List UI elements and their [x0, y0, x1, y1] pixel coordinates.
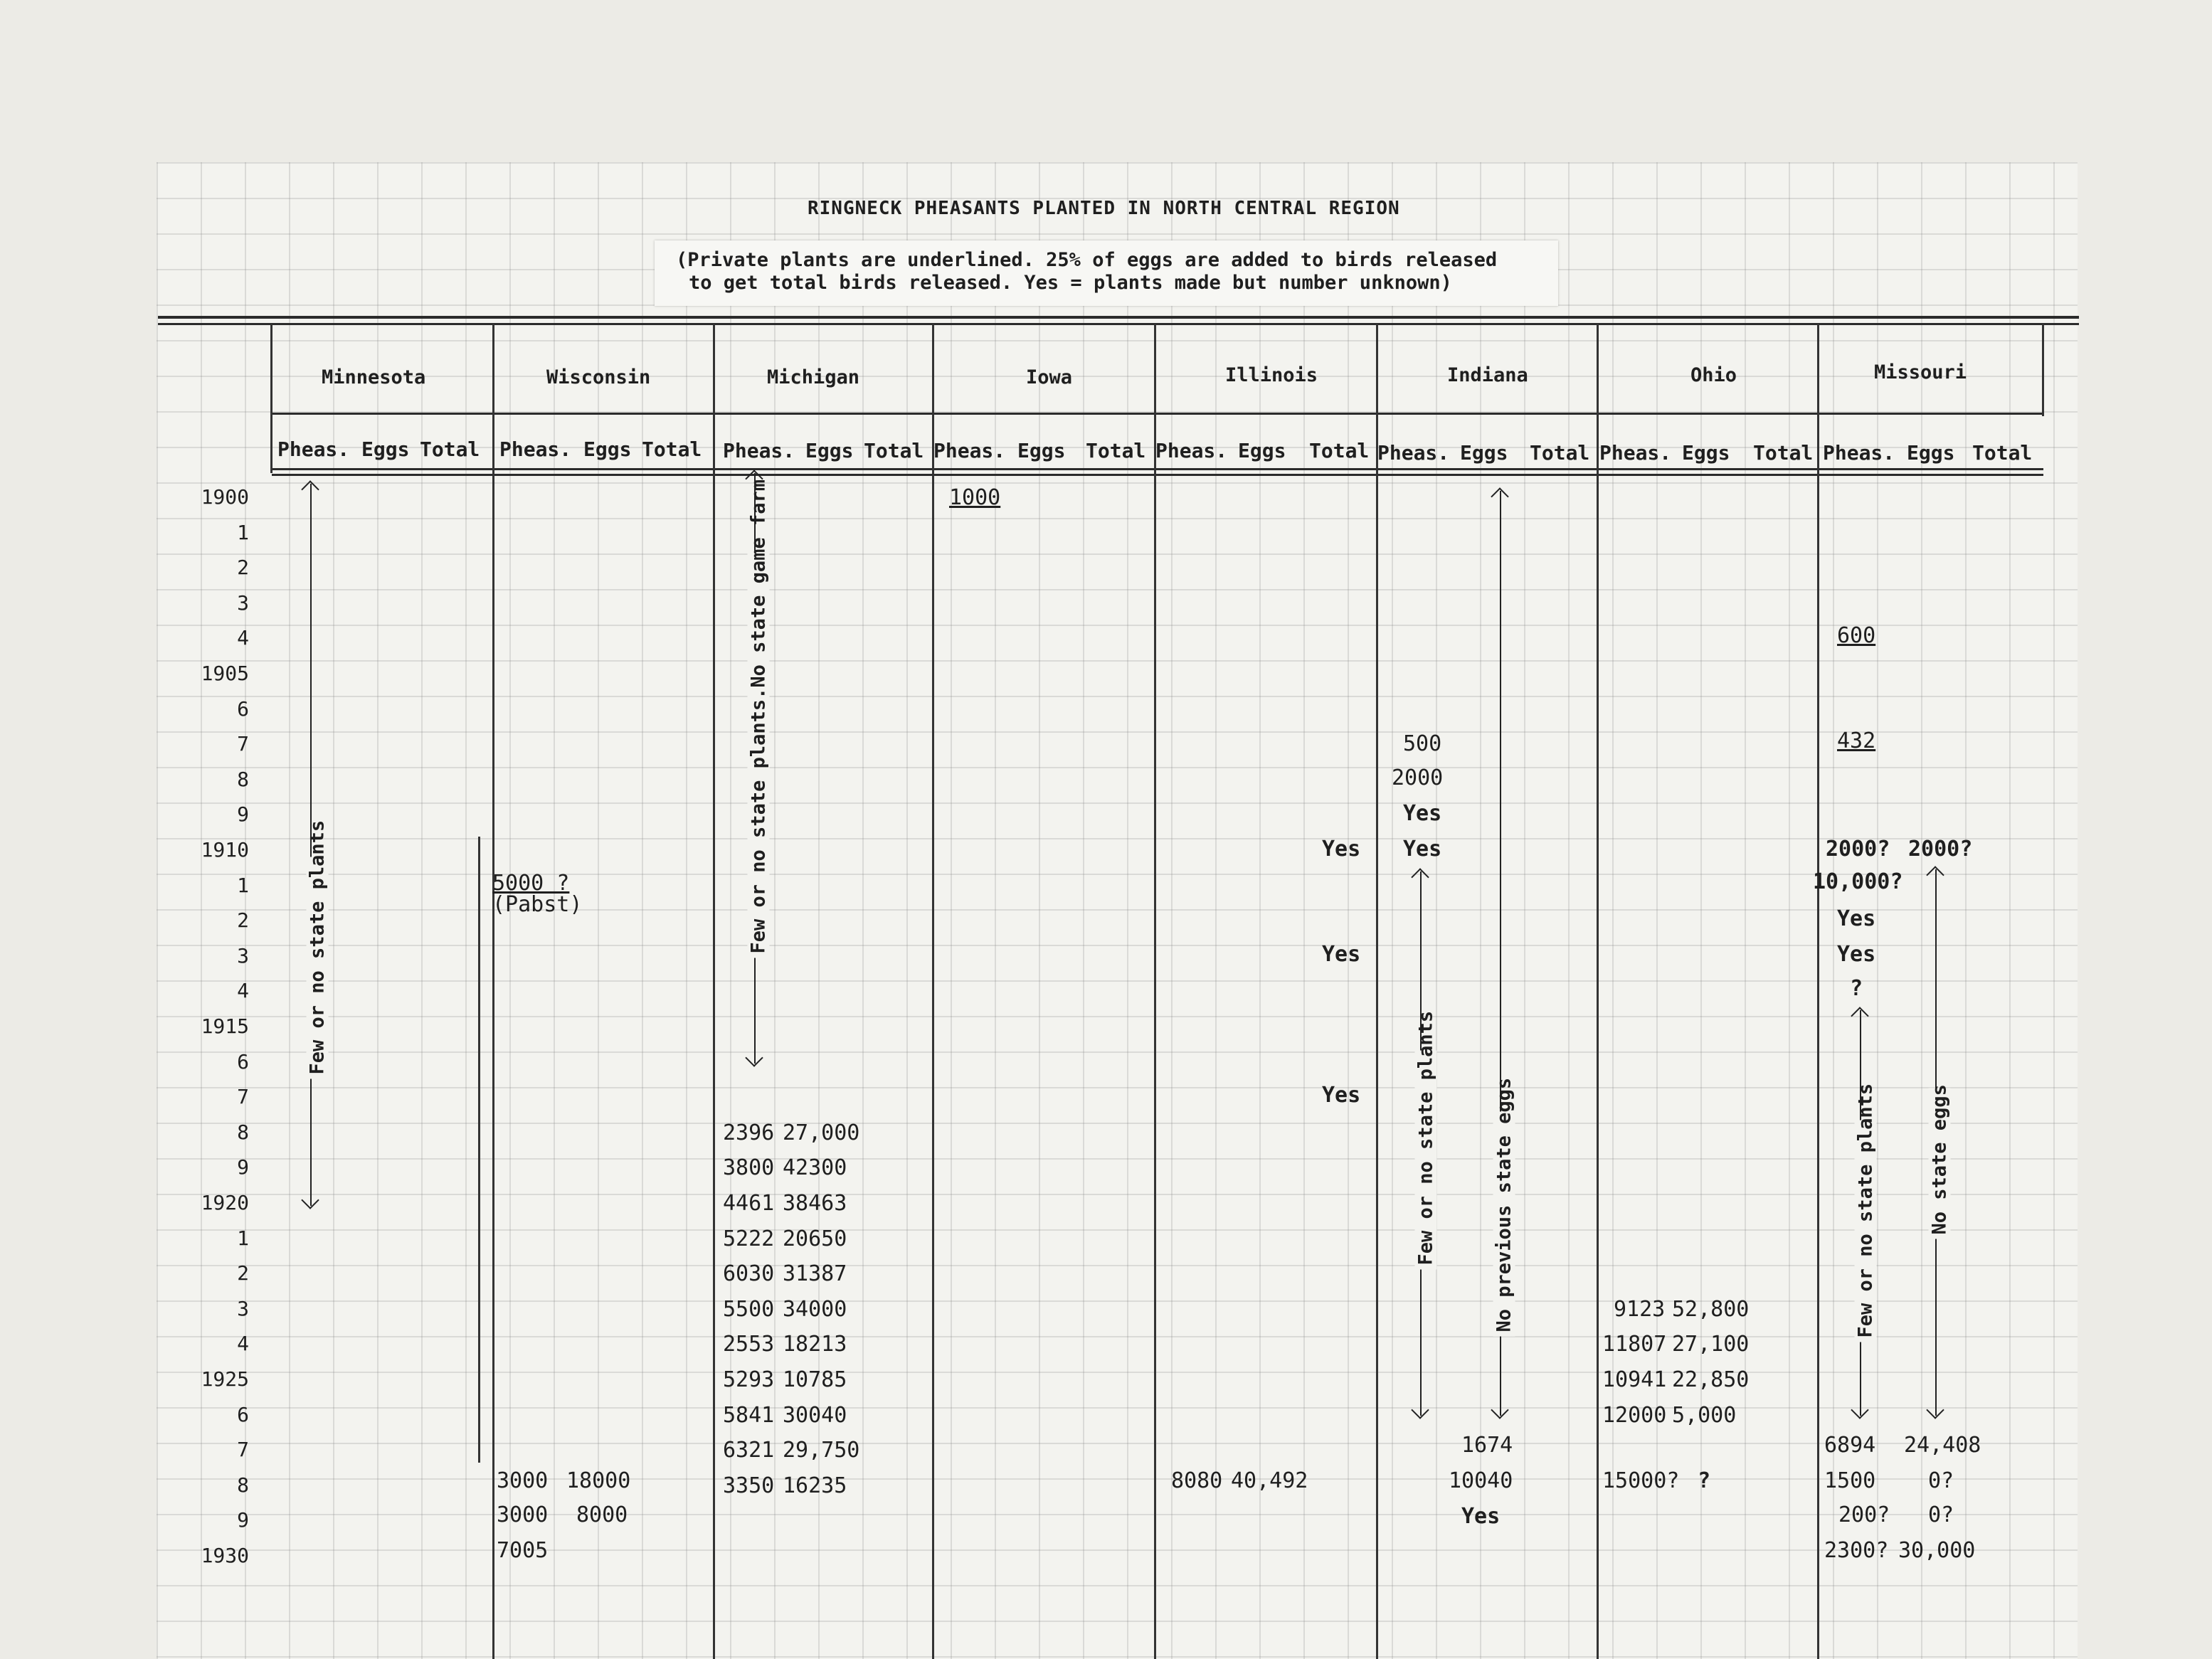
year-label: 4 [237, 979, 249, 1002]
year-label: 1905 [201, 662, 249, 685]
michigan-pheas-value: 3800 [723, 1155, 775, 1180]
col-sep [932, 324, 934, 1659]
subheader-eggs: Eggs [1460, 441, 1508, 465]
missouri-1930-pheas: 2300? [1824, 1538, 1889, 1563]
indiana-plants-annotation: Few or no state plants [1415, 1051, 1437, 1270]
ohio-pheas-value: 9123 [1614, 1297, 1666, 1322]
year-label: 6 [237, 697, 249, 721]
ohio-pheas-value: 12000 [1602, 1403, 1667, 1428]
col-sep [1154, 324, 1156, 1659]
missouri-1911-value: 10,000? [1813, 869, 1903, 894]
missouri-1927-pheas: 6894 [1824, 1433, 1876, 1458]
michigan-pheas-value: 3350 [723, 1473, 775, 1498]
subheader-rule-2 [272, 474, 2043, 476]
illinois-1928-pheas: 8080 [1171, 1468, 1223, 1493]
year-label: 1910 [201, 838, 249, 862]
indiana-1910-value: Yes [1403, 837, 1442, 862]
missouri-1928-eggs: 0? [1928, 1468, 1954, 1493]
state-header-indiana: Indiana [1447, 364, 1528, 386]
col-sep [1817, 324, 1819, 1659]
subheader-total: Total [1753, 441, 1814, 465]
col-sep [1376, 324, 1378, 1659]
subheader-total: Total [642, 438, 702, 461]
michigan-annotation: Few or no state plants.No state game farm [748, 551, 770, 958]
michigan-eggs-value: 30040 [783, 1403, 847, 1428]
state-header-ohio: Ohio [1690, 364, 1737, 386]
michigan-eggs-value: 20650 [783, 1226, 847, 1251]
subheader-eggs: Eggs [1238, 439, 1286, 462]
michigan-pheas-value: 5222 [723, 1226, 775, 1251]
ohio-eggs-value: 27,100 [1672, 1332, 1750, 1357]
michigan-pheas-value: 5293 [723, 1367, 775, 1392]
michigan-eggs-value: 29,750 [783, 1438, 860, 1463]
subheader-pheas: Pheas. [1155, 439, 1228, 462]
col-sep [2042, 324, 2044, 416]
year-label: 1920 [201, 1191, 249, 1214]
year-label: 9 [237, 1508, 249, 1532]
michigan-pheas-value: 6030 [723, 1261, 775, 1286]
year-label: 3 [237, 1297, 249, 1320]
subheader-pheas: Pheas. [723, 439, 795, 462]
col-sep [270, 324, 272, 473]
iowa-1900-value: 1000 [949, 485, 1001, 510]
missouri-1927-eggs: 24,408 [1904, 1433, 1981, 1458]
year-label: 8 [237, 1120, 249, 1144]
top-double-rule-2 [158, 323, 2079, 325]
top-double-rule [158, 316, 2079, 319]
col-sep [713, 324, 715, 1659]
ohio-1928-pheas: 15000? [1602, 1468, 1680, 1493]
year-label: 8 [237, 1473, 249, 1497]
indiana-1928-value: 10040 [1449, 1468, 1513, 1493]
subheader-total: Total [1086, 439, 1146, 462]
missouri-1913-value: Yes [1837, 942, 1876, 967]
year-label: 3 [237, 591, 249, 615]
ohio-pheas-value: 10941 [1602, 1367, 1667, 1392]
wisconsin-brace [478, 837, 480, 1463]
year-label: 7 [237, 1085, 249, 1108]
year-label: 9 [237, 802, 249, 826]
michigan-eggs-value: 16235 [783, 1473, 847, 1498]
year-label: 1 [237, 874, 249, 897]
year-label: 4 [237, 1332, 249, 1355]
indiana-eggs-annotation: No previous state eggs [1493, 1112, 1515, 1337]
ohio-pheas-value: 11807 [1602, 1332, 1667, 1357]
indiana-1908-value: 2000 [1392, 765, 1444, 790]
state-header-michigan: Michigan [767, 366, 860, 388]
page-title: RINGNECK PHEASANTS PLANTED IN NORTH CENTRAL REGION [808, 198, 1400, 219]
ohio-eggs-value: 5,000 [1672, 1403, 1737, 1428]
missouri-1929-eggs: 0? [1928, 1502, 1954, 1527]
indiana-1907-value: 500 [1403, 731, 1442, 756]
subheader-eggs: Eggs [805, 439, 854, 462]
subheader-rule [272, 468, 2043, 470]
indiana-1927-value: 1674 [1461, 1433, 1513, 1458]
wisconsin-1929-pheas: 3000 [497, 1502, 549, 1527]
state-header-minnesota: Minnesota [322, 366, 426, 388]
year-label: 1 [237, 1226, 249, 1250]
michigan-eggs-value: 10785 [783, 1367, 847, 1392]
note-line-1: (Private plants are underlined. 25% of eggs are added to birds released [676, 249, 1498, 271]
indiana-1909-value: Yes [1403, 801, 1442, 826]
missouri-1929-pheas: 200? [1838, 1502, 1890, 1527]
missouri-1930-eggs: 30,000 [1898, 1538, 1976, 1563]
missouri-1912-value: Yes [1837, 906, 1876, 931]
state-header-missouri: Missouri [1874, 361, 1967, 383]
missouri-plants-annotation: Few or no state plants [1855, 1120, 1877, 1342]
subheader-pheas: Pheas. [933, 439, 1006, 462]
subheader-total: Total [1972, 441, 2033, 465]
year-label: 6 [237, 1050, 249, 1074]
missouri-1910-eggs: 2000? [1908, 837, 1973, 862]
year-label: 2 [237, 1261, 249, 1285]
missouri-1904-value: 600 [1837, 623, 1876, 648]
michigan-pheas-value: 2396 [723, 1120, 775, 1145]
indiana-1929-value: Yes [1461, 1504, 1501, 1529]
wisconsin-1928-eggs: 18000 [566, 1468, 631, 1493]
year-label: 2 [237, 556, 249, 579]
year-label: 9 [237, 1155, 249, 1179]
state-header-illinois: Illinois [1225, 364, 1318, 386]
michigan-eggs-value: 18213 [783, 1332, 847, 1357]
col-sep [1597, 324, 1599, 1659]
wisconsin-1930-pheas: 7005 [497, 1538, 549, 1563]
illinois-1910-value: Yes [1322, 837, 1361, 862]
subheader-pheas: Pheas. [1377, 441, 1450, 465]
year-label: 1 [237, 521, 249, 544]
illinois-1928-eggs: 40,492 [1231, 1468, 1308, 1493]
michigan-pheas-value: 5841 [723, 1403, 775, 1428]
state-header-wisconsin: Wisconsin [546, 366, 651, 388]
michigan-eggs-value: 34000 [783, 1297, 847, 1322]
note-line-2: to get total birds released. Yes = plants made but number unknown) [689, 272, 1452, 294]
wisconsin-1911-source: (Pabst) [492, 892, 583, 917]
subheader-pheas: Pheas. [277, 438, 350, 461]
wisconsin-1929-eggs: 8000 [576, 1502, 628, 1527]
missouri-eggs-annotation: No state eggs [1929, 1088, 1951, 1239]
michigan-eggs-value: 27,000 [783, 1120, 860, 1145]
ohio-1928-eggs: ? [1698, 1468, 1711, 1493]
subheader-total: Total [420, 438, 480, 461]
ohio-eggs-value: 22,850 [1672, 1367, 1750, 1392]
illinois-1917-value: Yes [1322, 1083, 1361, 1108]
subheader-eggs: Eggs [1907, 441, 1955, 465]
year-label: 1930 [201, 1544, 249, 1567]
minnesota-annotation: Few or no state plants [307, 857, 329, 1079]
col-sep [492, 324, 494, 1659]
missouri-1910-pheas: 2000? [1826, 837, 1890, 862]
michigan-pheas-value: 4461 [723, 1191, 775, 1216]
year-label: 6 [237, 1403, 249, 1426]
subheader-eggs: Eggs [361, 438, 410, 461]
michigan-eggs-value: 38463 [783, 1191, 847, 1216]
year-label: 1925 [201, 1367, 249, 1391]
subheader-eggs: Eggs [583, 438, 632, 461]
michigan-pheas-value: 2553 [723, 1332, 775, 1357]
subheader-eggs: Eggs [1682, 441, 1730, 465]
header-rule [272, 413, 2043, 415]
subheader-pheas: Pheas. [1823, 441, 1895, 465]
subheader-pheas: Pheas. [499, 438, 572, 461]
wisconsin-1928-pheas: 3000 [497, 1468, 549, 1493]
wisconsin-1911-value: 5000 ? [492, 871, 570, 896]
year-label: 3 [237, 944, 249, 968]
subheader-pheas: Pheas. [1599, 441, 1672, 465]
michigan-pheas-value: 6321 [723, 1438, 775, 1463]
illinois-1913-value: Yes [1322, 942, 1361, 967]
year-label: 2 [237, 908, 249, 932]
year-label: 7 [237, 732, 249, 756]
year-label: 4 [237, 626, 249, 650]
state-header-iowa: Iowa [1026, 366, 1073, 388]
missouri-1928-pheas: 1500 [1824, 1468, 1876, 1493]
missouri-1914-value: ? [1850, 976, 1863, 1001]
subheader-total: Total [864, 439, 924, 462]
year-label: 8 [237, 768, 249, 791]
year-label: 1900 [201, 485, 249, 509]
michigan-eggs-value: 31387 [783, 1261, 847, 1286]
ledger-sheet [157, 162, 2078, 1659]
year-label: 1915 [201, 1014, 249, 1038]
michigan-pheas-value: 5500 [723, 1297, 775, 1322]
subheader-total: Total [1530, 441, 1590, 465]
year-label: 7 [237, 1438, 249, 1461]
missouri-1907-value: 432 [1837, 728, 1876, 753]
ohio-eggs-value: 52,800 [1672, 1297, 1750, 1322]
subheader-eggs: Eggs [1017, 439, 1066, 462]
michigan-eggs-value: 42300 [783, 1155, 847, 1180]
subheader-total: Total [1309, 439, 1370, 462]
